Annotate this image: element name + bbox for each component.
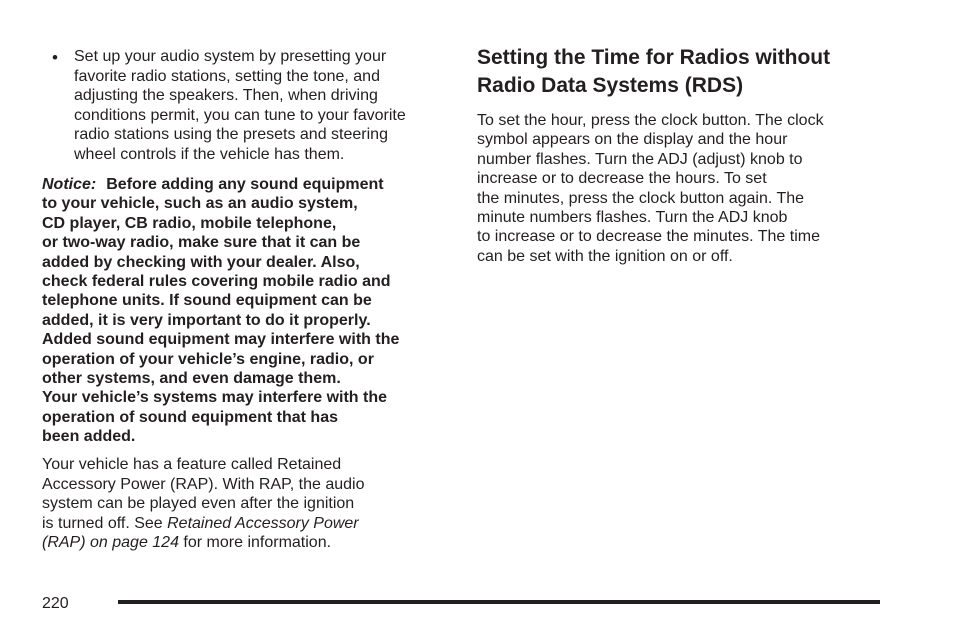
- notice-line: Before adding any sound equipment: [106, 176, 384, 193]
- notice-line: check federal rules covering mobile radio and: [42, 273, 391, 291]
- body-line: To set the hour, press the clock button. The clock: [477, 112, 824, 129]
- bullet-line: adjusting the speakers. Then, when driving: [74, 87, 378, 104]
- section-heading: [477, 44, 897, 100]
- rap-cross-reference-link[interactable]: (RAP) on page 124: [42, 534, 179, 551]
- notice-label: Notice:: [42, 176, 97, 193]
- rap-cross-reference-link[interactable]: Retained Accessory Power: [167, 514, 359, 532]
- bullet-line: wheel controls if the vehicle has them.: [74, 145, 345, 163]
- notice-line: Your vehicle’s systems may interfere with the: [42, 389, 388, 407]
- notice-line: Added sound equipment may interfere with the: [42, 331, 400, 349]
- notice-line: other systems, and even damage them.: [42, 370, 341, 388]
- notice-block: [42, 175, 447, 447]
- notice-line: telephone units. If sound equipment can be: [42, 292, 372, 310]
- bullet-text: [74, 47, 454, 164]
- bullet-line: conditions permit, you can tune to your favorite: [74, 106, 406, 124]
- body-line: to increase or to decrease the minutes. The time: [477, 228, 820, 246]
- rap-line: is turned off. See: [42, 514, 168, 532]
- notice-line: operation of your vehicle’s engine, radio, or: [42, 350, 374, 368]
- rap-line: for more information.: [178, 534, 332, 551]
- rap-line: Your vehicle has a feature called Retained: [42, 456, 342, 473]
- heading-line: Radio Data Systems (RDS): [477, 74, 744, 97]
- footer-divider: [118, 600, 880, 604]
- notice-line: CD player, CB radio, mobile telephone,: [42, 214, 337, 232]
- bullet-line: Set up your audio system by presetting your: [74, 48, 387, 65]
- notice-line: operation of sound equipment that has: [42, 408, 338, 426]
- rap-line: Accessory Power (RAP). With RAP, the audio: [42, 475, 365, 493]
- bullet-line: favorite radio stations, setting the tone, and: [74, 67, 380, 85]
- heading-line: Setting the Time for Radios without: [477, 46, 831, 69]
- notice-line: to your vehicle, such as an audio system,: [42, 195, 358, 213]
- rap-paragraph: [42, 455, 422, 553]
- body-line: the minutes, press the clock button again. The: [477, 189, 805, 207]
- body-line: minute numbers flashes. Turn the ADJ knob: [477, 209, 788, 227]
- rap-line: system can be played even after the ignition: [42, 495, 355, 512]
- page-number: 220: [42, 595, 69, 612]
- instructions-paragraph: [477, 111, 887, 266]
- body-line: increase or to decrease the hours. To set: [477, 170, 767, 188]
- notice-line: or two-way radio, make sure that it can be: [42, 234, 361, 252]
- body-line: number flashes. Turn the ADJ (adjust) knob to: [477, 150, 803, 168]
- body-line: can be set with the ignition on or off.: [477, 247, 733, 265]
- bullet-line: radio stations using the presets and steering: [74, 126, 388, 143]
- bullet-dot-icon: •: [52, 48, 58, 67]
- notice-line: been added.: [42, 428, 136, 446]
- notice-line: added by checking with your dealer. Also,: [42, 253, 360, 271]
- notice-line: added, it is very important to do it properly.: [42, 311, 371, 329]
- body-line: symbol appears on the display and the hour: [477, 131, 788, 149]
